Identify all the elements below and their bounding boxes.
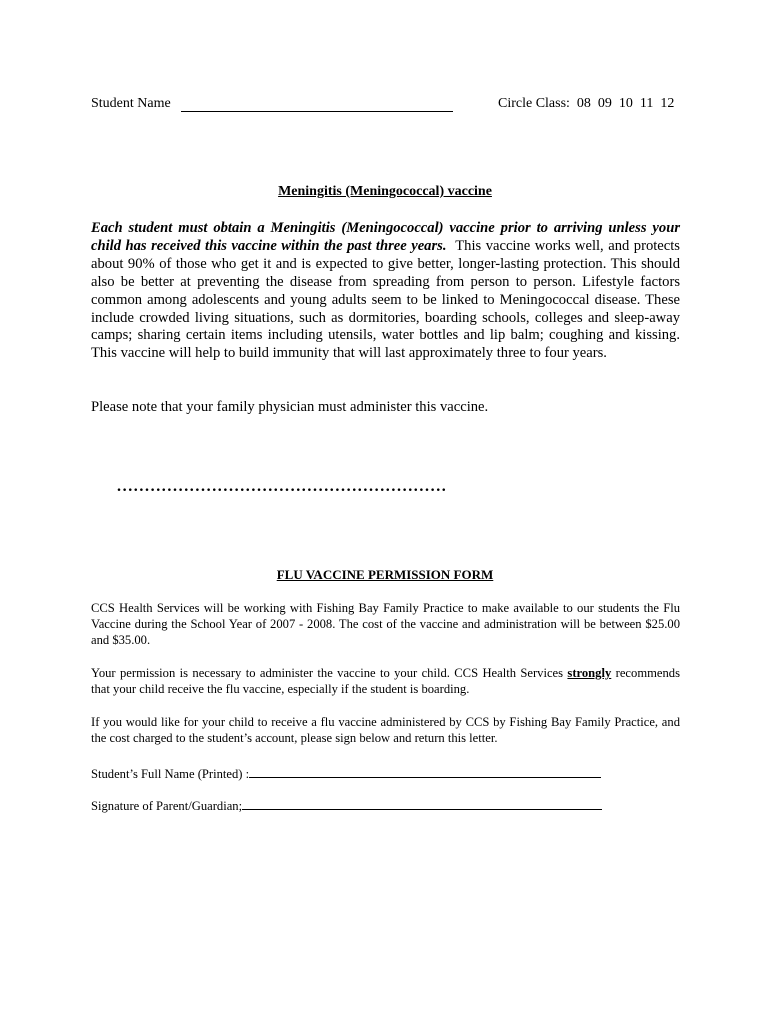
circle-class-options: Circle Class: 08 09 10 11 12 [498, 96, 675, 111]
flu-paragraph-instructions: If you would like for your child to receive a flu vaccine administered by CCS by Fishing Bay Family Practice, and the cost charged to the student’s account, please sign below and return this letter. [91, 715, 680, 746]
meningitis-title: Meningitis (Meningococcal) vaccine [278, 184, 492, 199]
flu-form-title: FLU VACCINE PERMISSION FORM [276, 567, 494, 582]
meningitis-lead-text: Each student must obtain a Meningitis (Meningococcal) vaccine prior to arriving unless your child has received this vaccine within the past three years. [91, 220, 680, 254]
parent-signature-blank-line[interactable] [242, 797, 602, 810]
strongly-emphasis: strongly [567, 666, 612, 680]
parent-signature-row [91, 797, 602, 817]
physician-note: Please note that your family physician must administer this vaccine. [91, 399, 489, 415]
flu-permission-text-before: Your permission is necessary to administer the vaccine to your child. CCS Health Services [91, 666, 568, 680]
student-full-name-blank-line[interactable] [249, 765, 601, 778]
flu-paragraph-permission [91, 665, 680, 697]
dotted-separator: ........................................................... [117, 478, 448, 495]
student-name-label: Student Name [91, 96, 171, 111]
parent-signature-label: Signature of Parent/Guardian; [91, 799, 243, 813]
student-name-blank-line[interactable] [181, 111, 453, 112]
header-row [91, 94, 681, 116]
meningitis-body-text: This vaccine works well, and protects about 90% of those who get it and is expected to give better, longer-lasting protection. This should also be better at preventing the disease from spreading from person to person. Lifestyle factors common among adolescents and young adults seem to be linked to Meningococcal disease. These include crowded living situations, such as dormitories, boarding schools, colleges and sleep-away camps; sharing certain items including utensils, water bottles and lip balm; coughing and kissing. This vaccine will help to build immunity that will last approximately three to four years. [91, 237, 680, 362]
meningitis-paragraph [91, 220, 680, 363]
student-full-name-label: Student’s Full Name (Printed) : [91, 767, 250, 781]
flu-permission-text-after: recommends that your child receive the flu vaccine, especially if the student is boarding. [91, 666, 680, 697]
student-full-name-row [91, 765, 601, 785]
flu-paragraph-availability: CCS Health Services will be working with Fishing Bay Family Practice to make available to our students the Flu Vaccine during the School Year of 2007 - 2008. The cost of the vaccine and administration will be between $25.00 and $35.00. [91, 601, 680, 648]
